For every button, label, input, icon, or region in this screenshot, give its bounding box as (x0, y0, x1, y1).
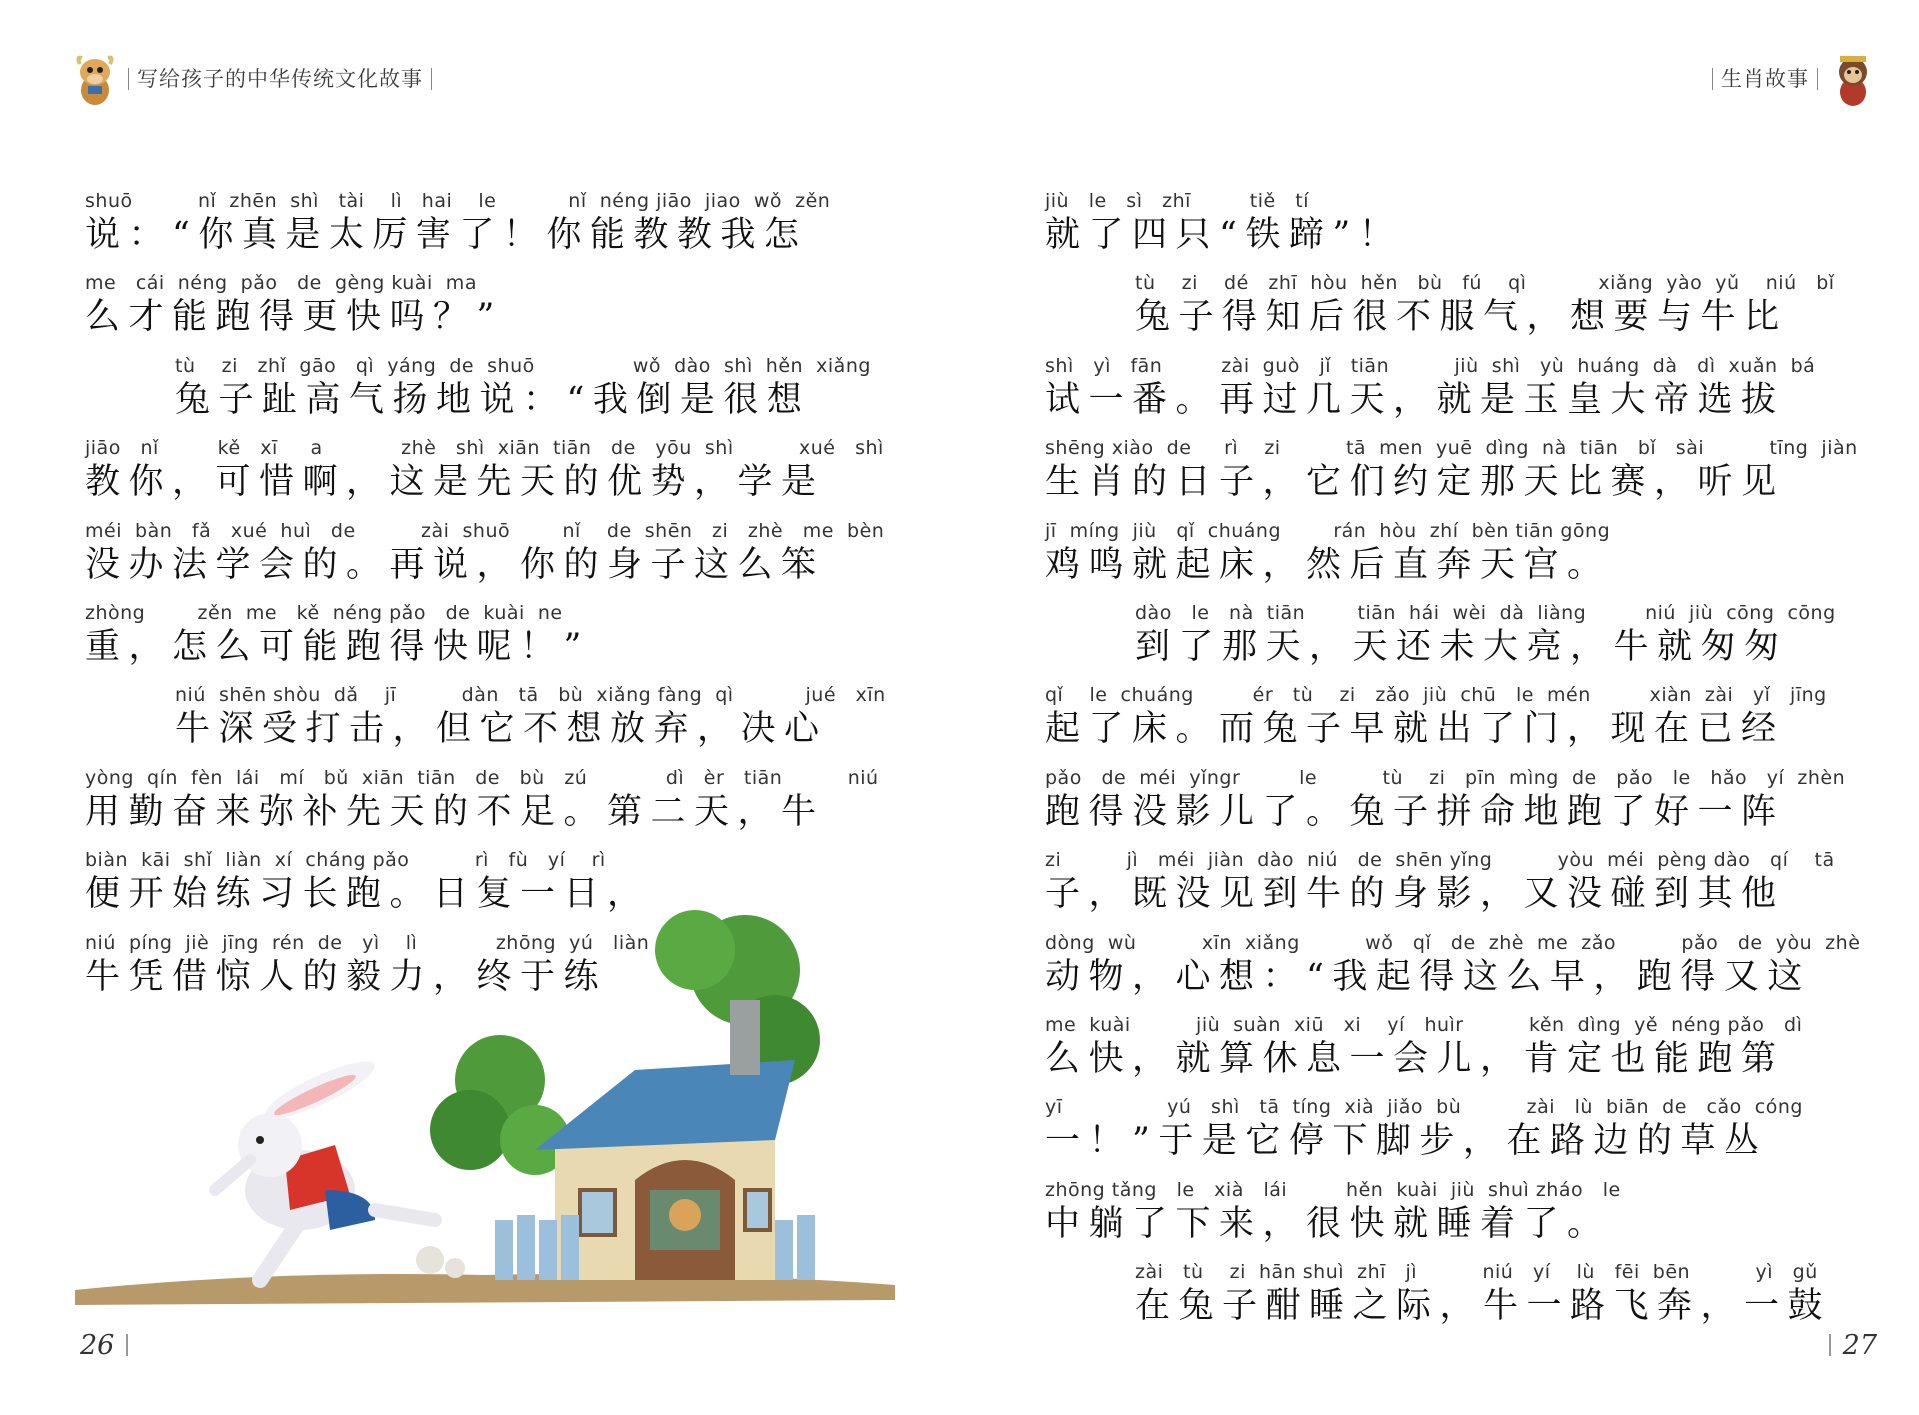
pinyin-line: zhòng zěn me kě néng pǎo de kuài ne (85, 601, 563, 624)
left-header (72, 50, 432, 108)
pinyin-line: dòng wù xīn xiǎng wǒ qǐ de zhè me zǎo pǎo de yòu zhè (1045, 931, 1861, 954)
text-line (1045, 930, 1861, 1012)
text-line (85, 188, 845, 270)
pinyin-line: shēng xiào de rì zi tā men yuē dìng nà tiān bǐ sài tīng jiàn (1045, 437, 1858, 460)
hanzi-line: 兔子趾高气扬地说：“我倒是很想 (175, 379, 811, 420)
ox-in-bed (669, 1199, 701, 1231)
hanzi-line: 用勤奋来弥补先天的不足。第二天，牛 (85, 791, 825, 832)
hanzi-line: 动物，心想：“我起得这么早，跑得又这 (1045, 956, 1811, 997)
text-line (1045, 435, 1858, 517)
running-rabbit (215, 1052, 435, 1280)
left-text-block (85, 188, 886, 1012)
pinyin-line: pǎo de méi yǐngr le tù zi pīn mìng de pǎo le hǎo yí zhèn (1045, 766, 1846, 789)
text-line (1045, 765, 1846, 847)
hanzi-line: 便开始练习长跑。日复一日， (85, 874, 651, 915)
pinyin-line: shì yì fān zài guò jǐ tiān jiù shì yù huáng dà dì xuǎn bá (1045, 354, 1816, 377)
hanzi-line: 教你，可惜啊，这是先天的优势，学是 (85, 462, 825, 503)
text-line (1045, 1259, 1835, 1341)
text-line (1045, 353, 1835, 435)
hanzi-line: 兔子得知后很不服气，想要与牛比 (1135, 297, 1788, 338)
hanzi-line: 牛深受打击，但它不想放弃，决心 (175, 709, 828, 750)
pinyin-line: dào le nà tiān tiān hái wèi dà liàng niú jiù cōng cōng (1135, 601, 1836, 624)
text-line (1045, 188, 1835, 270)
hanzi-line: 子，既没见到牛的身影，又没碰到其他 (1045, 874, 1785, 915)
pinyin-line: shuō nǐ zhēn shì tài lì hai le nǐ néng jiāo jiao wǒ zěn (85, 190, 831, 212)
text-line (85, 435, 884, 517)
hanzi-line: 跑得没影儿了。兔子拼命地跑了好一阵 (1045, 791, 1785, 832)
text-line (1045, 1094, 1835, 1176)
rabbit-shorts (325, 1190, 375, 1230)
hanzi-line: 起了床。而兔子早就出了门，现在已经 (1045, 709, 1785, 750)
hanzi-line: 到了那天，天还未大亮，牛就匆匆 (1135, 626, 1788, 667)
right-text-block (1045, 188, 1861, 1341)
right-header (1712, 50, 1876, 108)
text-line (1045, 1012, 1835, 1094)
hanzi-line: 说：“你真是太厉害了！你能教教我怎 (85, 215, 808, 255)
pinyin-line: zi jì méi jiàn dào niú de shēn yǐng yòu méi pèng dào qí tā (1045, 849, 1835, 872)
hanzi-line: 牛凭借惊人的毅力，终于练 (85, 956, 608, 997)
pinyin-line: yòng qín fèn lái mí bǔ xiān tiān de bù zú dì èr tiān niú (85, 766, 879, 789)
hanzi-line: 试一番。再过几天，就是玉皇大帝选拔 (1045, 379, 1785, 420)
hanzi-line: 中躺了下来，很快就睡着了。 (1045, 1203, 1611, 1244)
pinyin-line: zhōng tǎng le xià lái hěn kuài jiù shuì zháo le (1045, 1178, 1621, 1201)
pinyin-line: qǐ le chuáng ér tù zi zǎo jiù chū le mén xiàn zài yǐ jīng (1045, 684, 1827, 707)
text-line (1045, 682, 1835, 764)
text-line (85, 270, 845, 352)
text-line (85, 518, 885, 600)
hanzi-line: 重，怎么可能跑得快呢！” (85, 626, 590, 667)
text-line (1045, 270, 1835, 352)
house-window (580, 1190, 615, 1235)
hanzi-line: 么才能跑得更快吗？” (85, 297, 503, 338)
pinyin-line: me kuài jiù suàn xiū xi yí huìr kěn dìng yě néng pǎo dì (1045, 1013, 1803, 1036)
pinyin-line: niú shēn shòu dǎ jī dàn tā bù xiǎng fàng qì jué xīn (175, 684, 886, 707)
pinyin-line: zài tù zi hān shuì zhī jì niú yí lù fēi bēn yì gǔ (1135, 1261, 1818, 1284)
page-number-left: 26 (80, 1330, 128, 1361)
right-page (960, 0, 1919, 1415)
pinyin-line: tù zi dé zhī hòu hěn bù fú qì xiǎng yào yǔ niú bǐ (1135, 272, 1835, 295)
pinyin-line: jiāo nǐ kě xī a zhè shì xiān tiān de yōu shì xué shì (85, 437, 884, 460)
text-line (85, 682, 886, 764)
pinyin-line: jī míng jiù qǐ chuáng rán hòu zhí bèn tiān gōng (1045, 519, 1611, 542)
pinyin-line: yī yú shì tā tíng xià jiǎo bù zài lù biān de cǎo cóng (1045, 1096, 1803, 1119)
text-line (85, 353, 871, 435)
text-line (85, 765, 879, 847)
pinyin-line: me cái néng pǎo de gèng kuài ma (85, 272, 477, 295)
hanzi-line: 生肖的日子，它们约定那天比赛，听见 (1045, 462, 1785, 503)
hanzi-line: 么快，就算休息一会儿，肯定也能跑第 (1045, 1038, 1785, 1079)
text-line (1045, 1177, 1835, 1259)
hanzi-line: 没办法学会的。再说，你的身子这么笨 (85, 544, 825, 585)
text-line (85, 600, 845, 682)
pinyin-line: jiù le sì zhī tiě tí (1045, 190, 1310, 212)
text-line (1045, 600, 1835, 682)
text-line (1045, 518, 1835, 600)
hanzi-line: 鸡鸣就起床，然后直奔天宫。 (1045, 544, 1611, 585)
hanzi-line: 就了四只“铁蹄”！ (1045, 215, 1403, 255)
page-number-right: 27 (1829, 1330, 1877, 1361)
hanzi-line: 在兔子酣睡之际，牛一路飞奔，一鼓 (1135, 1286, 1832, 1327)
pinyin-line: tù zi zhǐ gāo qì yáng de shuō wǒ dào shì hěn xiǎng (175, 354, 871, 377)
chapter-title: 生肖故事 (1712, 68, 1818, 90)
hanzi-line: 一！”于是它停下脚步，在路边的草丛 (1045, 1121, 1768, 1162)
chimney (730, 1000, 760, 1075)
pinyin-line: niú píng jiè jīng rén de yì lì zhōng yú liàn (85, 931, 650, 954)
monkey-mascot-icon (1830, 50, 1876, 108)
rabbit-running-illustration (75, 890, 895, 1310)
text-line (1045, 847, 1835, 929)
ox-mascot-icon (72, 50, 118, 108)
pinyin-line: méi bàn fǎ xué huì de zài shuō nǐ de shēn zi zhè me bèn (85, 519, 885, 542)
book-series-title: 写给孩子的中华传统文化故事 (128, 68, 432, 90)
pinyin-line: biàn kāi shǐ liàn xí cháng pǎo rì fù yí rì (85, 849, 606, 872)
